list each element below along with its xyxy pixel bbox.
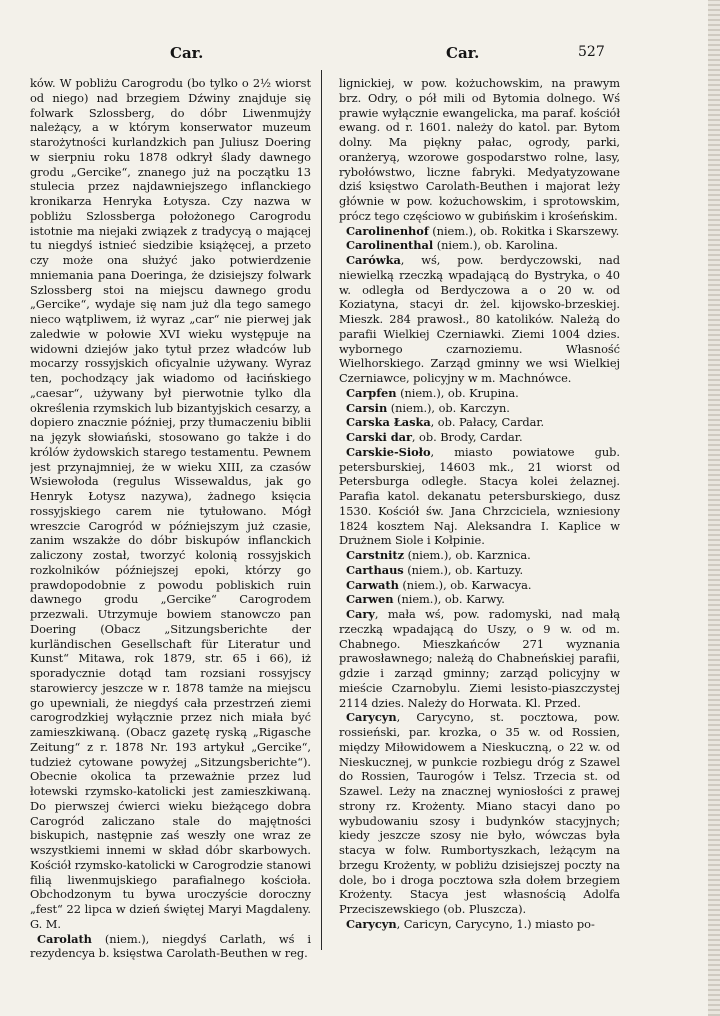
entry-text: ków. W pobliżu Carogrodu (bo tylko o 2½ wiorst od niego) nad brzegiem Dźwiny znajduje się folwark Szlossberg, do dóbr Liwenmujży należący, a w którym konserwator muzeum starożytności kurlandzkich pan Juliusz Doering w sierpniu roku 1878 odkrył ślady dawnego grodu „Gercike“, znanego już na początku 13 stulecia przez najdawniejszego inflanckiego kronikarza Henryka Łotysza. Czy nazwa w pobliżu Szlossberga położonego Carogrodu istotnie ma niejaki związek z tradycyą o mającej tu niegdyś istnieć siedzibie książęcej, a przeto czy może ona służyć jako potwierdzenie mniemania pana Doeringa, że dzisiejszy folwark Szlossberg stoi na miejscu dawnego grodu „Gercike“, wydaje się nam już dla tego samego nieco wątpliwem, iż wyraz „car“ nie pierwej jak zaledwie w połowie XVI wieku występuje na widowni dziejów jako tytuł przez władców lub mocarzy rossyjskich oficyalnie używany. Wyraz ten, pochodzący jak wiadomo od łacińskiego „caesar“, używany był pierwotnie tylko dla określenia rzymskich lub bizantyjskich cesarzy, a dopiero znacznie później, przy tłumaczeniu biblii na język słowiański, stosowano go także i do królów żydowskich starego testamentu. Pewnem jest przynajmniej, że w wieku XIII, za czasów Wsiewołoda (regulus Wissewaldus, jak go Henryk Łotysz nazywa), żadnego księcia rossyjskiego carem nie tytułowano. Mógł wreszcie Carogród w późniejszym już czasie, zanim wszakże do dóbr biskupów inflanckich zaliczony został, tworzyć kolonią rossyjskich rozkolników późniejszej epoki, którzy go prawdopodobnie z powodu pobliskich ruin dawnego grodu „Gercike“ Carogrodem przezwali. Utrzymuje bowiem stanowczo pan Doering (Obacz „Sitzungsberichte der kurländischen Gesellschaft für Literatur und Kunst“ Mitawa, rok 1879, str. 65 i 66), iż sporadycznie dotąd tam rozsiani rossyjscy starowiercy jeszcze w r. 1878 tamże na miejscu go upewniali, że niegdyś cała przestrzeń ziemi carogrodzkiej wyłącznie przez nich miała być zamieszkiwaną. (Obacz gazetę ryską „Rigasche Zeitung“ z r. 1878 Nr. 193 artykuł „Gercike“, tudzież cytowane powyżej „Sitzungsberichte“). Obecnie okolica ta przeważnie przez lud łotewski rzymsko-katolicki jest zamieszkiwaną. Do pierwszej ćwierci wieku bieżącego dobra Carogród zaliczano stale do majętności biskupich, następnie zaś weszły one wraz ze wszystkiemi innemi w skład dóbr skarbowych. Kościół rzymsko-katolicki w Carogrodzie stanowi filią liwenmujskiego parafialnego kościoła. Obchodzonym tu bywa uroczyście doroczny „fest“ 22 lipca w dzień świętej Maryi Magdaleny. G. M.	[30, 76, 311, 931]
dictionary-entry	[339, 76, 620, 224]
entry-text: (niem.), ob. Karwacya.	[398, 577, 532, 592]
dictionary-entry	[339, 563, 620, 578]
header-left-word: Car.	[170, 44, 204, 62]
dictionary-entry	[339, 548, 620, 563]
entry-headword: Carolath	[37, 931, 92, 946]
dictionary-entry	[339, 592, 620, 607]
page-edge	[708, 0, 720, 1016]
entry-text: (niem.), ob. Karwy.	[393, 592, 505, 607]
dictionary-entry	[339, 386, 620, 401]
entry-headword: Carwath	[346, 577, 399, 592]
entry-headword: Carówka	[346, 253, 401, 267]
entry-headword: Carycyn	[346, 916, 397, 931]
entry-headword: Carthaus	[346, 562, 404, 577]
left-column	[30, 76, 311, 1016]
entry-text: , mała wś, pow. radomyski, nad małą rzeczką wpadającą do Uszy, o 9 w. od m. Chabnego. Mieszkańców 271 wyznania prawosławnego; należą do Chabneńskiej parafii, gdzie i zarząd gminny; zarząd policyjny w mieście Czarnobylu. Ziemi lesisto-piaszczystej 2114 dzies. Należy do Horwata. Kl. Przed.	[339, 607, 620, 710]
entry-headword: Cary	[346, 607, 375, 621]
dictionary-entry	[30, 932, 311, 962]
entry-headword: Carolinenthal	[346, 238, 434, 253]
dictionary-entry	[339, 917, 620, 932]
dictionary-entry	[339, 253, 620, 386]
entry-text: (niem.), ob. Kartuzy.	[403, 562, 524, 577]
dictionary-entry	[339, 445, 620, 548]
entry-text: , Caricyn, Carycyno, 1.) miasto po-	[396, 916, 595, 931]
dictionary-entry	[30, 76, 311, 932]
entry-text: (niem.), niegdyś Carlath, wś i rezydencya b. księstwa Carolath-Beuthen w reg.	[30, 931, 311, 961]
page-number: 527	[578, 44, 605, 60]
entry-headword: Carwen	[346, 592, 394, 607]
entry-headword: Carstnitz	[346, 548, 405, 562]
entry-text: (niem.), ob. Karznica.	[404, 548, 531, 562]
entry-text: (niem.), ob. Krupina.	[396, 385, 519, 400]
column-divider	[321, 70, 322, 950]
right-column	[339, 76, 620, 1016]
entry-text: lignickiej, w pow. kożuchowskim, na prawym brz. Odry, o pół mili od Bytomia dolnego. Wś prawie wyłącznie ewangelicka, ma paraf. kościół ewang. od r. 1601. należy do katol. par. Bytom dolny. Ma piękny pałac, ogrody, parki, oranżeryą, wzorowe gospodarstwo rolne, lasy, rybołówstwo, liczne fabryki. Medyatyzowane dziś księstwo Carolath-Beuthen i majorat leży głównie w pow. kożuchowskim, i sprotowskim, prócz tego częściowo w gubińskim i krośeńskim.	[339, 76, 620, 223]
entry-text: (niem.), ob. Karczyn.	[387, 400, 510, 415]
entry-text: (niem.), ob. Karolina.	[433, 238, 558, 253]
entry-headword: Carski dar	[346, 430, 412, 444]
dictionary-entry	[339, 224, 620, 239]
dictionary-entry	[339, 578, 620, 593]
entry-headword: Carolinenhof	[346, 223, 429, 238]
entry-text: , ob. Brody, Cardar.	[411, 430, 523, 444]
running-header	[0, 44, 720, 66]
entry-headword: Carsin	[346, 400, 388, 415]
dictionary-entry	[339, 430, 620, 445]
entry-headword: Carska Łaska	[346, 415, 431, 430]
dictionary-entry	[339, 710, 620, 917]
entry-headword: Carycyn	[346, 710, 397, 725]
dictionary-entry	[339, 401, 620, 416]
header-center-word: Car.	[446, 44, 480, 62]
entry-headword: Carpfen	[346, 385, 397, 400]
dictionary-entry	[339, 607, 620, 710]
entry-text: , ob. Pałacy, Cardar.	[430, 415, 545, 430]
entry-headword: Carskie-Sioło	[346, 444, 431, 459]
entry-text: (niem.), ob. Rokitka i Skarszewy.	[428, 223, 620, 238]
dictionary-entry	[339, 415, 620, 430]
entry-text: , miasto powiatowe gub. petersburskiej, 14603 mk., 21 wiorst od Petersburga odległe. Stacya kolei żelaznej. Parafia katol. dekanatu petersburskiego, dusz 1530. Kościół św. Jana Chrzciciela, wzniesiony 1824 kosztem Naj. Aleksandra I. Kaplice w Drużnem Siole i Kołpinie.	[339, 444, 620, 548]
entry-text: , Carycyno, st. pocztowa, pow. rossieński, par. krozka, o 35 w. od Rossien, między Miłowidowem a Nieskuczną, o 22 w. od Nieskucznej, w punkcie rozbiegu dróg z Szawel do Rossien, Taurogów i Telsz. Trzecia st. od Szawel. Leży na znacznej wyniosłości z prawej strony rz. Krożenty. Miano stacyi dano po wybudowaniu szosy i budynków stacyjnych; kiedy jeszcze szosy nie było, wówczas była stacya w folw. Rumbortyszkach, leżącym na brzegu Krożenty, w pobliżu dzisiejszej poczty na dole, bo i droga pocztowa szła dołem brzegiem Krożenty. Stacya jest własnością Adolfa Przeciszewskiego (ob. Pluszcza).	[339, 710, 620, 916]
entry-text: , wś, pow. berdyczowski, nad niewielką rzeczką wpadającą do Bystryka, o 40 w. odległa od Berdyczowa a o 20 w. od Koziatyna, stacyi dr. żel. kijowsko-brzeskiej. Mieszk. 284 prawosł., 80 katolików. Należą do parafii Wielkiej Czerniawki. Ziemi 1004 dzies. wybornego czarnoziemu. Własność Wielhorskiego. Zarząd gminny we wsi Wielkiej Czerniawce, policyjny w m. Machnówce.	[339, 253, 620, 385]
dictionary-entry	[339, 238, 620, 253]
